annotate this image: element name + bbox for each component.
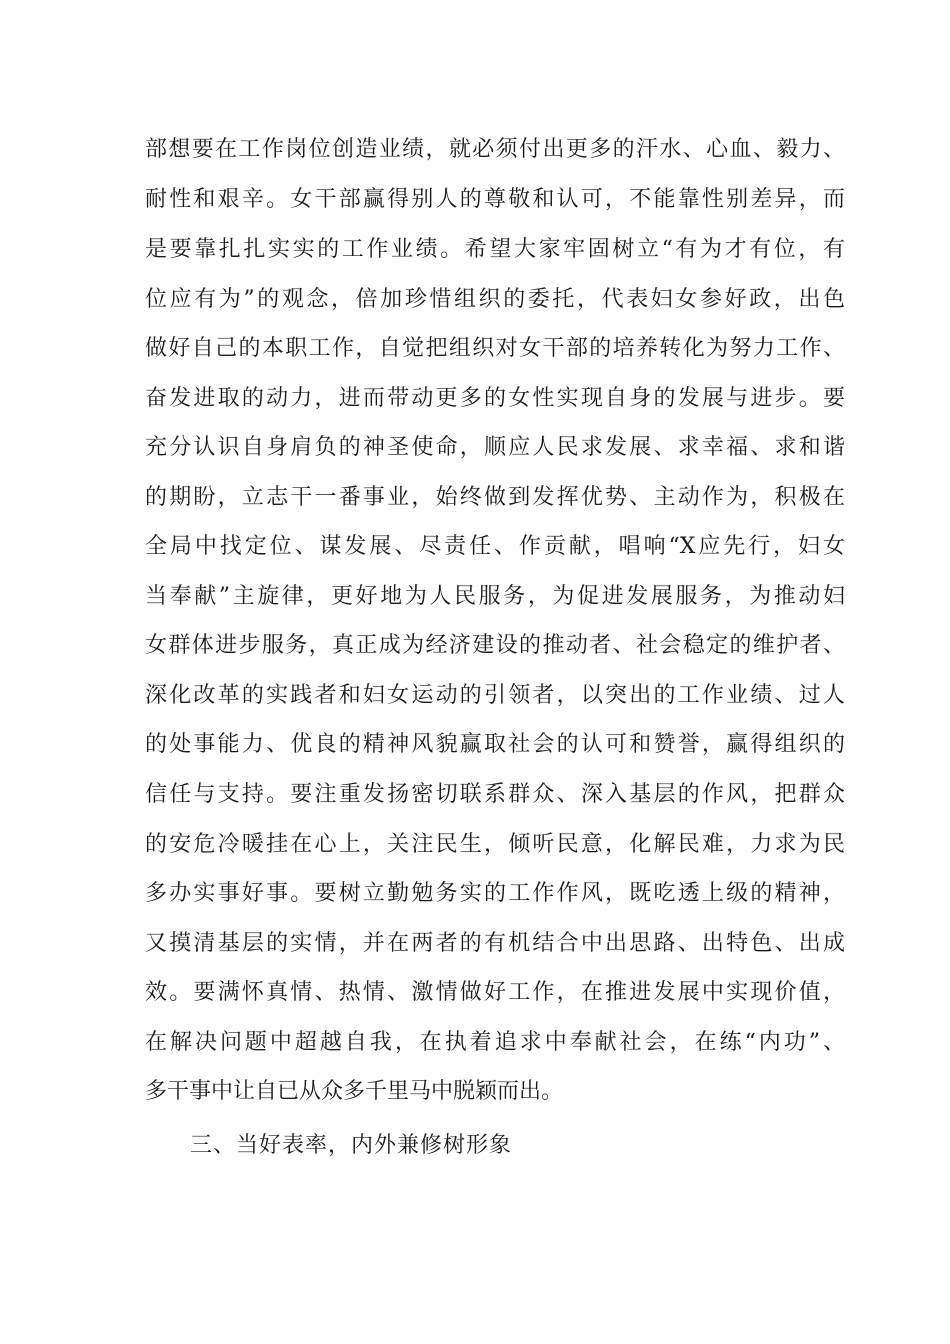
paragraph-line: 充分认识自身肩负的神圣使命，顺应人民求发展、求幸福、求和谐 bbox=[145, 435, 845, 460]
paragraph-line: 深化改革的实践者和妇女运动的引领者，以突出的工作业绩、过人 bbox=[145, 683, 845, 708]
paragraph-line: 的处事能力、优良的精神风貌赢取社会的认可和赞誉，赢得组织的 bbox=[145, 732, 845, 757]
section-heading: 三、当好表率，内外兼修树形象 bbox=[190, 1133, 513, 1158]
paragraph-line: 的安危冷暖挂在心上，关注民生，倾听民意，化解民难，力求为民 bbox=[145, 832, 845, 857]
paragraph-line: 做好自己的本职工作，自觉把组织对女干部的培养转化为努力工作、 bbox=[145, 336, 845, 361]
paragraph-line: 多干事中让自已从众多千里马中脱颖而出。 bbox=[145, 1079, 564, 1104]
paragraph-line: 是要靠扎扎实实的工作业绩。希望大家牢固树立“有为才有位，有 bbox=[145, 237, 845, 262]
paragraph-line: 多办实事好事。要树立勤勉务实的工作作风，既吃透上级的精神， bbox=[145, 881, 845, 906]
paragraph-line: 在解决问题中超越自我，在执着追求中奉献社会，在练“内功”、 bbox=[145, 1030, 845, 1055]
paragraph-line: 位应有为”的观念，倍加珍惜组织的委托，代表妇女参好政，出色 bbox=[145, 287, 845, 312]
paragraph-line: 女群体进步服务，真正成为经济建设的推动者、社会稳定的维护者、 bbox=[145, 633, 845, 658]
paragraph-line: 的期盼，立志干一番事业，始终做到发挥优势、主动作为，积极在 bbox=[145, 485, 845, 510]
paragraph-line: 全局中找定位、谋发展、尽责任、作贡献，唱响“X应先行，妇女 bbox=[145, 534, 845, 559]
paragraph-line: 耐性和艰辛。女干部赢得别人的尊敬和认可，不能靠性别差异，而 bbox=[145, 187, 845, 212]
paragraph-line: 部想要在工作岗位创造业绩，就必须付出更多的汗水、心血、毅力、 bbox=[145, 137, 845, 162]
paragraph-line: 奋发进取的动力，进而带动更多的女性实现自身的发展与进步。要 bbox=[145, 386, 845, 411]
paragraph-line: 效。要满怀真情、热情、激情做好工作，在推进发展中实现价值， bbox=[145, 980, 845, 1005]
paragraph-line: 又摸清基层的实情，并在两者的有机结合中出思路、出特色、出成 bbox=[145, 931, 845, 956]
paragraph-line: 当奉献”主旋律，更好地为人民服务，为促进发展服务，为推动妇 bbox=[145, 584, 845, 609]
paragraph-line: 信任与支持。要注重发扬密切联系群众、深入基层的作风，把群众 bbox=[145, 782, 845, 807]
